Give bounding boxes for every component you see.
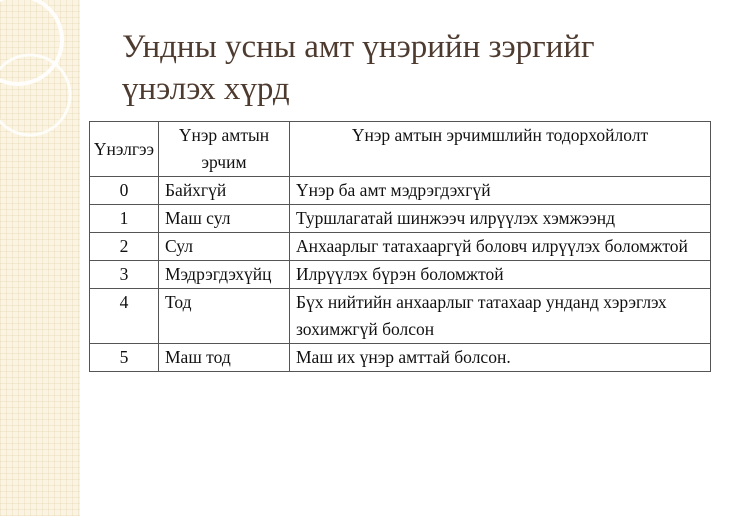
- cell-intensity: Сул: [159, 233, 290, 261]
- cell-intensity: Маш сул: [159, 205, 290, 233]
- table-row: [90, 261, 711, 289]
- cell-description: Илрүүлэх бүрэн боломжтой: [290, 261, 711, 289]
- cell-rating: 3: [90, 261, 159, 289]
- cell-rating: 0: [90, 177, 159, 205]
- header-rating: Үнэлгээ: [90, 122, 159, 177]
- header-description: Үнэр амтын эрчимшлийн тодорхойлолт: [290, 122, 711, 177]
- cell-rating: 2: [90, 233, 159, 261]
- table-row: [90, 233, 711, 261]
- slide-title-line-2: үнэлэх хүрд: [122, 71, 290, 107]
- slide-title-line-1: Ундны усны амт үнэрийн зэргийг: [122, 29, 595, 65]
- slide-title: [122, 26, 712, 110]
- cell-description: Туршлагатай шинжээч илрүүлэх хэмжээнд: [290, 205, 711, 233]
- decorative-arcs: [0, 0, 82, 140]
- table-row: [90, 205, 711, 233]
- table-row: [90, 344, 711, 372]
- table-row: [90, 177, 711, 205]
- cell-rating: 5: [90, 344, 159, 372]
- cell-description: Бүх нийтийн анхаарлыг татахаар унданд хэрэглэх зохимжгүй болсон: [290, 289, 711, 344]
- cell-rating: 1: [90, 205, 159, 233]
- cell-intensity: Мэдрэгдэхүйц: [159, 261, 290, 289]
- cell-intensity: Байхгүй: [159, 177, 290, 205]
- cell-rating: 4: [90, 289, 159, 344]
- cell-description: Анхаарлыг татахааргүй боловч илрүүлэх боломжтой: [290, 233, 711, 261]
- cell-intensity: Тод: [159, 289, 290, 344]
- cell-description: Маш их үнэр амттай болсон.: [290, 344, 711, 372]
- odor-taste-rating-table: [89, 121, 711, 372]
- header-intensity: Үнэр амтын эрчим: [159, 122, 290, 177]
- table-header-row: [90, 122, 711, 177]
- cell-intensity: Маш тод: [159, 344, 290, 372]
- cell-description: Үнэр ба амт мэдрэгдэхгүй: [290, 177, 711, 205]
- table-row: [90, 289, 711, 344]
